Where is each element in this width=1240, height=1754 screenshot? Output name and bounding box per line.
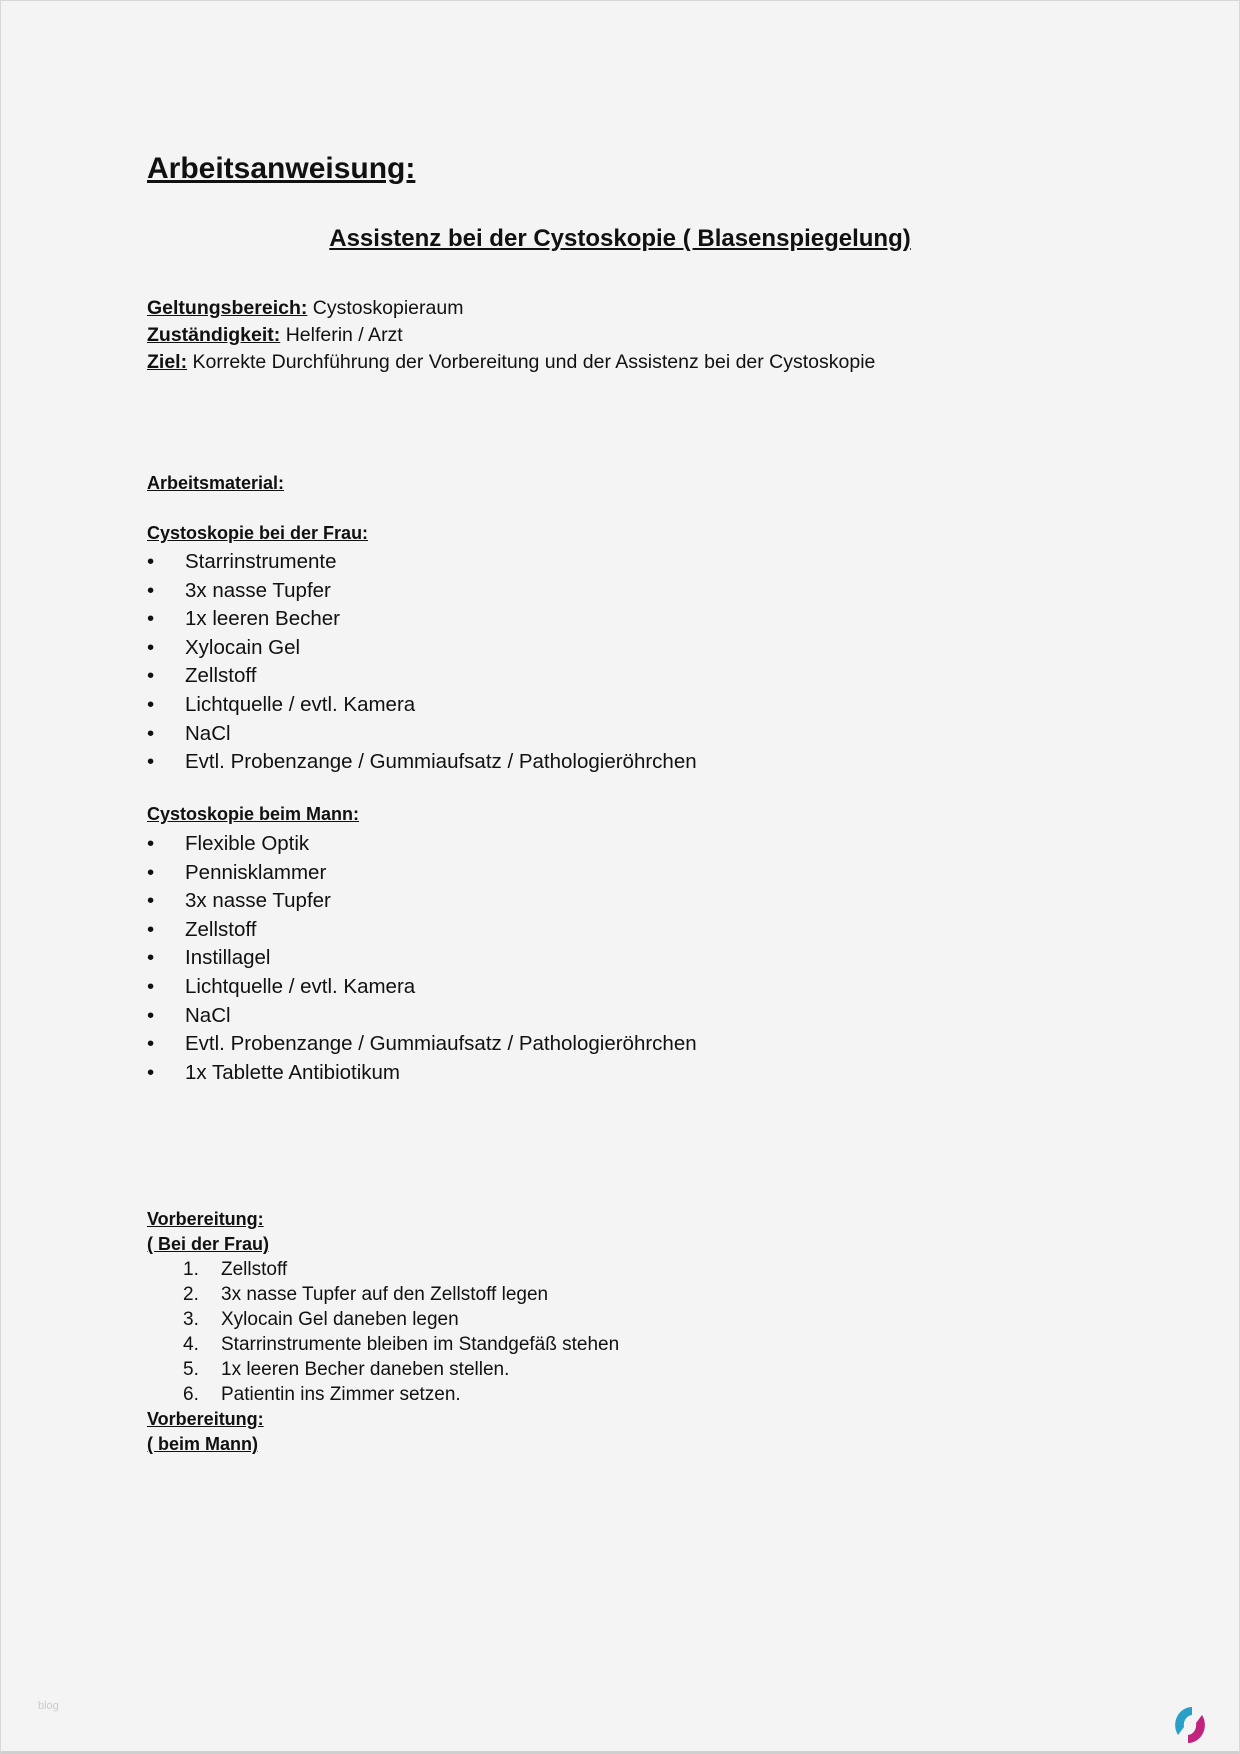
list-item [147,889,331,913]
list-item-text: Starrinstrumente [185,550,337,573]
list-item-text: Instillagel [185,946,271,970]
step-number: 5. [183,1359,199,1380]
list-item-text: Xylocain Gel [185,635,301,659]
list-item-text: Lichtquelle / evtl. Kamera [185,693,416,716]
list-item-text: NaCl [185,721,231,745]
numbered-step [183,1309,459,1331]
bullet-icon: • [147,607,155,631]
bullet-icon: • [147,693,155,716]
bullet-icon: • [147,975,155,998]
prep-frau-subheading: ( Bei der Frau) [147,1234,270,1254]
step-number: 1. [183,1259,199,1280]
meta-value: Helferin / Arzt [285,324,403,346]
list-item-text: NaCl [185,1003,231,1027]
material-heading: Arbeitsmaterial: [147,473,285,493]
list-item-text: Lichtquelle / evtl. Kamera [185,975,416,998]
bullet-icon: • [147,635,155,659]
list-item [147,693,415,717]
watermark: blog [38,1700,59,1712]
mann-heading: Cystoskopie beim Mann: [147,804,360,824]
document-title: Arbeitsanweisung: [147,152,416,185]
meta-label: Ziel: [147,351,188,373]
step-text: Patientin ins Zimmer setzen. [221,1384,461,1405]
list-item-text: 3x nasse Tupfer [185,889,331,913]
list-item-text: Zellstoff [185,664,257,688]
meta-label: Geltungsbereich: [147,297,308,319]
bullet-icon: • [147,750,155,774]
meta-label: Zuständigkeit: [147,324,281,346]
numbered-step [183,1334,619,1356]
prep-mann-heading: Vorbereitung: [147,1409,264,1429]
list-item-text: Evtl. Probenzange / Gummiaufsatz / Pathologieröhrchen [185,1032,697,1056]
meta-value: Cystoskopieraum [312,297,464,319]
step-text: Starrinstrumente bleiben im Standgefäß stehen [221,1334,620,1355]
list-item-text: 1x Tablette Antibiotikum [185,1060,400,1084]
list-item [147,1061,400,1085]
bullet-icon: • [147,578,155,602]
list-item-text: Evtl. Probenzange / Gummiaufsatz / Pathologieröhrchen [185,750,697,774]
document-subtitle: Assistenz bei der Cystoskopie ( Blasenspiegelung) [329,225,911,252]
bullet-icon: • [147,721,155,745]
list-item [147,918,256,942]
prep-frau-heading: Vorbereitung: [147,1209,264,1229]
list-item [147,664,256,688]
list-item [147,579,331,603]
list-item [147,861,326,885]
bullet-icon: • [147,832,155,855]
step-text: Zellstoff [221,1259,288,1280]
meta-line [147,297,463,320]
list-item [147,1004,231,1028]
site-logo-icon [1170,1703,1210,1747]
prep-mann-subheading: ( beim Mann) [147,1434,258,1454]
step-number: 3. [183,1309,199,1330]
step-text: 3x nasse Tupfer auf den Zellstoff legen [221,1284,549,1305]
bullet-icon: • [147,1032,155,1056]
list-item-text: Zellstoff [185,917,257,941]
bullet-icon: • [147,550,155,573]
list-item [147,607,340,631]
list-item-text: Flexible Optik [185,832,310,855]
meta-line [147,351,875,374]
list-item-text: 3x nasse Tupfer [185,578,331,602]
list-item [147,722,231,746]
list-item-text: 1x leeren Becher [185,607,340,631]
step-number: 4. [183,1334,199,1355]
list-item [147,975,415,999]
meta-line [147,324,403,347]
list-item [147,550,337,574]
bullet-icon: • [147,860,155,884]
frau-heading: Cystoskopie bei der Frau: [147,523,369,543]
step-text: Xylocain Gel daneben legen [221,1309,459,1330]
numbered-step [183,1259,287,1281]
numbered-step [183,1284,548,1306]
bullet-icon: • [147,946,155,970]
list-item-text: Pennisklammer [185,860,327,884]
list-item [147,1032,697,1056]
meta-value: Korrekte Durchführung der Vorbereitung und der Assistenz bei der Cystoskopie [192,351,876,373]
list-item [147,832,309,856]
numbered-step [183,1359,509,1381]
bullet-icon: • [147,664,155,688]
list-item [147,636,300,660]
list-item [147,750,697,774]
numbered-step [183,1384,461,1406]
list-item [147,946,270,970]
bullet-icon: • [147,1060,155,1084]
bullet-icon: • [147,889,155,913]
bullet-icon: • [147,1003,155,1027]
step-text: 1x leeren Becher daneben stellen. [221,1359,510,1380]
step-number: 6. [183,1384,199,1405]
bullet-icon: • [147,917,155,941]
step-number: 2. [183,1284,199,1305]
